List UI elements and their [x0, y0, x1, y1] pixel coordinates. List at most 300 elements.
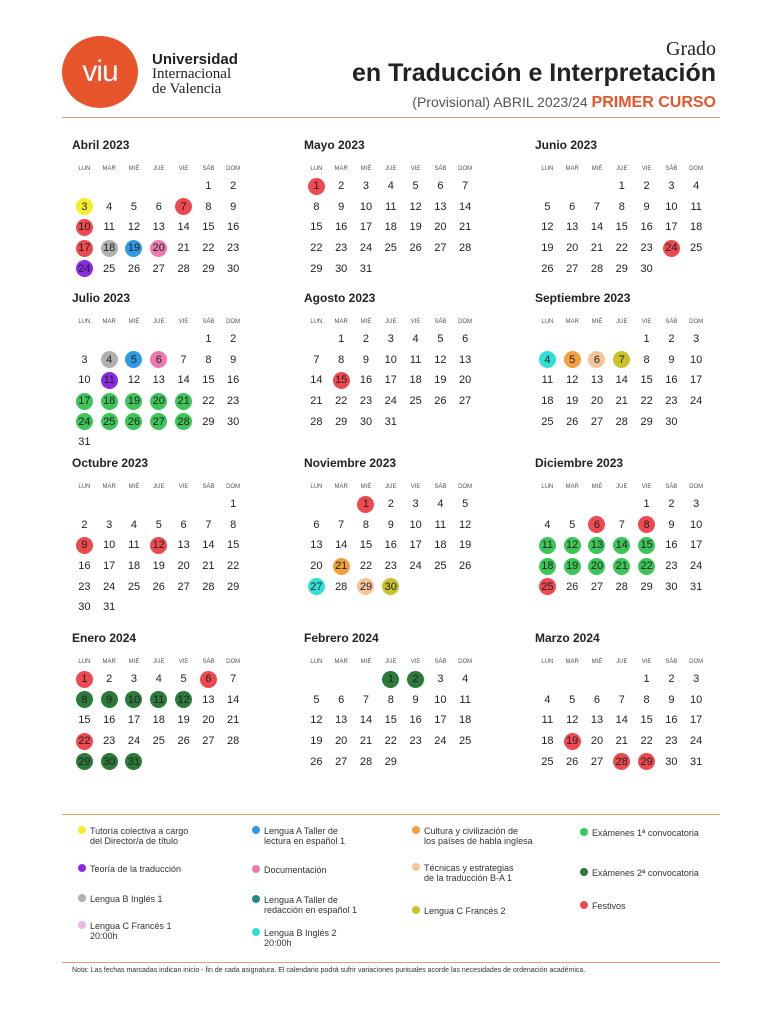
- day-cell: [453, 217, 478, 238]
- day-number: 19: [177, 714, 190, 727]
- weekday-label: MIÉ: [128, 659, 140, 665]
- day-cell: [378, 751, 403, 772]
- marked-day-documentacion: 6: [150, 351, 167, 368]
- marked-day-ex1: 21: [175, 393, 192, 410]
- day-number: 26: [541, 262, 554, 275]
- day-number: 1: [643, 498, 650, 511]
- day-cell: [354, 258, 379, 279]
- day-number: 12: [566, 714, 579, 727]
- day-cell: [378, 494, 403, 515]
- day-cell: [122, 669, 147, 690]
- day-cell: [221, 535, 246, 556]
- day-cell: [97, 515, 122, 536]
- month-title: Mayo 2023: [304, 138, 365, 152]
- day-cell: [97, 197, 122, 218]
- marked-day-festivos: 22: [76, 733, 93, 750]
- day-number: 5: [313, 693, 320, 706]
- month-calendar: [72, 291, 262, 453]
- day-number: 10: [409, 518, 422, 531]
- day-cell: [428, 217, 453, 238]
- day-cell: [585, 350, 610, 371]
- day-cell: [171, 197, 196, 218]
- legend-text: Tutoría colectiva a cargo del Director/a de título: [90, 826, 189, 846]
- day-cell: [684, 515, 709, 536]
- day-cell: [221, 370, 246, 391]
- weekday-label: MIÉ: [128, 166, 140, 172]
- day-number: 1: [205, 180, 212, 193]
- day-cell: [453, 690, 478, 711]
- legend-dot-ex1: [580, 828, 588, 836]
- month-calendar: [72, 138, 262, 279]
- day-cell: [585, 217, 610, 238]
- weekday-label: SÁB: [665, 319, 678, 325]
- day-number: 16: [227, 374, 240, 387]
- header-divider: [62, 117, 720, 118]
- day-cell: [146, 350, 171, 371]
- day-number: 23: [640, 242, 653, 255]
- empty-cell: [171, 329, 196, 350]
- day-cell: [329, 411, 354, 432]
- legend-dot-francesC2: [412, 906, 420, 914]
- day-number: 15: [78, 714, 91, 727]
- day-number: 15: [359, 539, 373, 552]
- day-number: 25: [541, 755, 554, 768]
- day-cell: [304, 556, 329, 577]
- day-number: 31: [690, 580, 703, 593]
- day-number: 16: [665, 714, 678, 727]
- day-cell: [122, 690, 147, 711]
- day-number: 28: [590, 262, 604, 275]
- day-number: 19: [409, 221, 422, 234]
- day-cell: [428, 535, 453, 556]
- day-cell: [453, 535, 478, 556]
- empty-cell: [560, 669, 585, 690]
- day-cell: [403, 370, 428, 391]
- weekday-label: SÁB: [665, 659, 678, 665]
- day-cell: [146, 411, 171, 432]
- day-number: 7: [618, 693, 625, 706]
- day-number: 14: [615, 714, 628, 727]
- legend-item: [592, 901, 626, 911]
- weekday-label: VIE: [178, 319, 189, 325]
- month-grid: [304, 649, 494, 772]
- day-cell: [609, 411, 634, 432]
- day-cell: [428, 669, 453, 690]
- weekday-label: DOM: [458, 319, 473, 325]
- empty-cell: [97, 176, 122, 197]
- month-calendar: [304, 631, 494, 772]
- day-number: 18: [152, 714, 165, 727]
- day-number: 24: [409, 560, 422, 573]
- day-cell: [428, 556, 453, 577]
- day-cell: [585, 751, 610, 772]
- day-number: 31: [384, 415, 397, 428]
- legend-text: Documentación: [264, 865, 327, 875]
- day-cell: [97, 710, 122, 731]
- day-number: 29: [615, 262, 628, 275]
- day-cell: [428, 515, 453, 536]
- subtitle: [352, 94, 716, 112]
- day-cell: [196, 350, 221, 371]
- day-cell: [634, 258, 659, 279]
- day-number: 30: [665, 415, 678, 428]
- month-calendar: [535, 631, 725, 772]
- day-number: 14: [177, 374, 190, 387]
- day-cell: [560, 217, 585, 238]
- legend-dot-francesC1: [78, 921, 86, 929]
- weekday-label: JUE: [385, 166, 397, 172]
- day-number: 25: [127, 580, 141, 593]
- day-cell: [684, 669, 709, 690]
- marked-day-francesC2: 7: [613, 351, 630, 368]
- day-cell: [72, 710, 97, 731]
- day-cell: [634, 515, 659, 536]
- weekday-label: LUN: [541, 484, 554, 490]
- day-number: 24: [690, 560, 703, 573]
- day-cell: [634, 535, 659, 556]
- day-number: 25: [541, 415, 554, 428]
- empty-cell: [585, 329, 610, 350]
- day-cell: [453, 391, 478, 412]
- day-cell: [72, 731, 97, 752]
- weekday-label: MAR: [102, 166, 116, 172]
- day-number: 20: [590, 395, 604, 408]
- day-cell: [196, 197, 221, 218]
- day-cell: [428, 238, 453, 259]
- day-number: 23: [103, 735, 116, 748]
- weekday-label: JUE: [616, 659, 628, 665]
- day-cell: [684, 690, 709, 711]
- day-number: 7: [180, 353, 187, 366]
- day-cell: [428, 350, 453, 371]
- day-cell: [146, 669, 171, 690]
- weekday-label: DOM: [689, 659, 704, 665]
- day-number: 11: [459, 693, 471, 706]
- legend-dot-lenguaALectura: [252, 826, 260, 834]
- day-cell: [72, 411, 97, 432]
- day-number: 29: [310, 262, 323, 275]
- day-number: 27: [434, 242, 447, 255]
- weekday-label: SÁB: [665, 484, 678, 490]
- day-cell: [428, 731, 453, 752]
- day-number: 10: [690, 693, 703, 706]
- day-number: 10: [690, 518, 703, 531]
- day-cell: [535, 535, 560, 556]
- day-cell: [171, 556, 196, 577]
- day-number: 7: [593, 200, 601, 213]
- weekday-label: DOM: [226, 166, 241, 172]
- day-cell: [634, 690, 659, 711]
- weekday-label: SÁB: [434, 484, 447, 490]
- day-cell: [378, 391, 403, 412]
- university-line-2: Internacional: [152, 66, 232, 82]
- day-number: 29: [640, 415, 653, 428]
- day-number: 28: [615, 415, 628, 428]
- weekday-label: MAR: [565, 166, 579, 172]
- day-cell: [72, 350, 97, 371]
- day-number: 6: [593, 693, 601, 706]
- day-number: 13: [310, 539, 323, 552]
- day-cell: [585, 710, 610, 731]
- day-cell: [659, 217, 684, 238]
- day-number: 3: [106, 518, 113, 531]
- day-cell: [378, 411, 403, 432]
- day-cell: [535, 710, 560, 731]
- day-number: 21: [615, 735, 628, 748]
- legend-text: Festivos: [592, 901, 626, 911]
- day-cell: [304, 576, 329, 597]
- day-cell: [329, 556, 354, 577]
- day-number: 5: [462, 498, 469, 511]
- day-number: 27: [202, 735, 215, 748]
- day-number: 13: [459, 353, 472, 366]
- day-cell: [354, 391, 379, 412]
- day-number: 1: [205, 333, 212, 346]
- day-cell: [659, 751, 684, 772]
- weekday-label: VIE: [410, 484, 421, 490]
- day-number: 27: [566, 262, 579, 275]
- day-cell: [221, 556, 246, 577]
- day-number: 1: [230, 498, 237, 511]
- day-number: 9: [643, 200, 650, 213]
- legend-item: [424, 863, 514, 883]
- day-number: 15: [310, 221, 323, 234]
- day-cell: [171, 391, 196, 412]
- marked-day-lenguaALectura: 5: [125, 351, 142, 368]
- day-number: 14: [615, 374, 628, 387]
- day-number: 9: [668, 693, 675, 706]
- day-cell: [659, 350, 684, 371]
- day-number: 20: [459, 374, 472, 387]
- day-number: 14: [202, 539, 215, 552]
- weekday-label: MAR: [565, 319, 579, 325]
- marked-day-ex1: 21: [613, 558, 630, 575]
- day-cell: [453, 238, 478, 259]
- day-cell: [329, 391, 354, 412]
- empty-cell: [609, 329, 634, 350]
- weekday-label: LUN: [78, 319, 91, 325]
- day-number: 9: [668, 518, 675, 531]
- day-number: 8: [643, 353, 650, 366]
- weekday-label: JUE: [616, 484, 628, 490]
- month-calendar: [304, 291, 494, 432]
- month-calendar: [535, 456, 725, 597]
- legend-text: Teoría de la traducción: [90, 864, 182, 874]
- marked-day-festivos: 9: [76, 537, 93, 554]
- day-number: 23: [409, 735, 422, 748]
- day-cell: [146, 710, 171, 731]
- day-number: 24: [690, 735, 703, 748]
- day-cell: [659, 197, 684, 218]
- day-number: 12: [409, 200, 422, 213]
- day-cell: [684, 217, 709, 238]
- legend-item: [90, 826, 188, 846]
- day-number: 17: [690, 539, 703, 552]
- day-number: 3: [668, 180, 675, 193]
- marked-day-ex1: 17: [76, 393, 93, 410]
- day-number: 16: [665, 539, 678, 552]
- day-cell: [634, 197, 659, 218]
- marked-day-tutoria: 3: [76, 198, 93, 215]
- day-number: 22: [615, 242, 628, 255]
- day-cell: [659, 731, 684, 752]
- legend-text: Lengua C Francés 1 20:00h: [90, 921, 172, 941]
- day-cell: [196, 217, 221, 238]
- day-number: 18: [459, 714, 472, 727]
- day-number: 5: [180, 673, 187, 686]
- day-cell: [97, 238, 122, 259]
- day-cell: [403, 669, 428, 690]
- legend-dot-tecnicas: [412, 863, 420, 871]
- day-number: 11: [434, 518, 447, 531]
- day-number: 14: [177, 221, 190, 234]
- empty-cell: [146, 494, 171, 515]
- day-number: 16: [409, 714, 422, 727]
- marked-day-festivos: 19: [564, 733, 581, 750]
- day-cell: [585, 535, 610, 556]
- day-number: 6: [338, 693, 345, 706]
- day-number: 7: [618, 518, 625, 531]
- day-cell: [122, 515, 147, 536]
- day-cell: [609, 556, 634, 577]
- day-cell: [329, 258, 354, 279]
- weekday-label: SÁB: [434, 659, 447, 665]
- day-cell: [585, 391, 610, 412]
- day-number: 11: [385, 200, 397, 213]
- day-number: 29: [640, 580, 653, 593]
- day-cell: [378, 535, 403, 556]
- day-cell: [428, 176, 453, 197]
- day-cell: [329, 238, 354, 259]
- day-number: 3: [693, 333, 700, 346]
- day-number: 17: [359, 221, 373, 234]
- month-grid: [72, 649, 262, 772]
- month-title: Noviembre 2023: [304, 456, 397, 470]
- day-number: 29: [202, 262, 215, 275]
- month-calendar: [72, 631, 262, 772]
- day-cell: [378, 329, 403, 350]
- empty-cell: [535, 494, 560, 515]
- day-number: 29: [384, 755, 397, 768]
- day-cell: [72, 576, 97, 597]
- day-cell: [72, 751, 97, 772]
- day-number: 11: [409, 353, 422, 366]
- day-number: 16: [227, 221, 240, 234]
- weekday-label: DOM: [689, 484, 704, 490]
- marked-day-inglesB: 4: [101, 351, 118, 368]
- marked-day-festivos: 29: [638, 753, 655, 770]
- day-number: 4: [693, 180, 700, 193]
- day-number: 21: [590, 242, 604, 255]
- day-cell: [560, 197, 585, 218]
- day-cell: [634, 710, 659, 731]
- day-cell: [684, 238, 709, 259]
- day-cell: [171, 535, 196, 556]
- day-cell: [560, 556, 585, 577]
- day-number: 21: [459, 221, 472, 234]
- month-title: Abril 2023: [72, 138, 130, 152]
- day-cell: [428, 690, 453, 711]
- day-cell: [634, 391, 659, 412]
- day-number: 13: [590, 374, 604, 387]
- day-cell: [97, 217, 122, 238]
- empty-cell: [72, 176, 97, 197]
- day-number: 24: [359, 242, 373, 255]
- day-number: 30: [665, 755, 678, 768]
- day-number: 10: [78, 374, 91, 387]
- weekday-label: MIÉ: [128, 484, 140, 490]
- day-cell: [609, 217, 634, 238]
- day-cell: [428, 494, 453, 515]
- day-number: 4: [130, 518, 138, 531]
- legend-item: [264, 895, 357, 915]
- day-cell: [354, 535, 379, 556]
- day-cell: [304, 258, 329, 279]
- weekday-label: LUN: [541, 659, 554, 665]
- day-number: 1: [618, 180, 625, 193]
- day-number: 2: [338, 180, 345, 193]
- marked-day-ex2: 12: [175, 691, 192, 708]
- month-calendar: [535, 291, 725, 432]
- day-cell: [378, 370, 403, 391]
- day-number: 13: [335, 714, 348, 727]
- day-number: 7: [230, 673, 237, 686]
- day-cell: [535, 370, 560, 391]
- title-block: [352, 38, 716, 112]
- day-number: 13: [152, 221, 165, 234]
- weekday-label: JUE: [385, 484, 397, 490]
- marked-day-ex2: 1: [382, 671, 399, 688]
- legend-text: Lengua A Taller de lectura en español 1: [264, 826, 346, 846]
- day-number: 21: [227, 714, 240, 727]
- day-number: 19: [459, 539, 472, 552]
- weekday-label: VIE: [178, 659, 189, 665]
- day-number: 24: [690, 395, 703, 408]
- day-cell: [196, 176, 221, 197]
- day-number: 25: [459, 735, 472, 748]
- day-number: 23: [78, 580, 91, 593]
- legend-text: Exámenes 1ª convocatoria: [592, 828, 699, 838]
- day-cell: [171, 370, 196, 391]
- day-cell: [634, 751, 659, 772]
- weekday-label: LUN: [310, 484, 323, 490]
- marked-day-ex1: 22: [638, 558, 655, 575]
- empty-cell: [560, 494, 585, 515]
- day-number: 25: [152, 735, 165, 748]
- day-number: 25: [409, 395, 422, 408]
- day-cell: [354, 556, 379, 577]
- day-cell: [659, 411, 684, 432]
- day-number: 12: [310, 714, 323, 727]
- empty-cell: [585, 176, 610, 197]
- day-cell: [329, 731, 354, 752]
- day-cell: [221, 710, 246, 731]
- day-cell: [403, 350, 428, 371]
- marked-day-inglesB2: 4: [539, 351, 556, 368]
- day-cell: [609, 710, 634, 731]
- day-number: 8: [205, 353, 212, 366]
- day-number: 25: [690, 242, 703, 255]
- day-cell: [196, 238, 221, 259]
- day-cell: [378, 515, 403, 536]
- day-cell: [609, 258, 634, 279]
- day-cell: [428, 329, 453, 350]
- day-cell: [634, 329, 659, 350]
- day-number: 10: [103, 539, 116, 552]
- day-cell: [221, 391, 246, 412]
- marked-day-ex1: 26: [125, 413, 142, 430]
- day-number: 2: [668, 333, 675, 346]
